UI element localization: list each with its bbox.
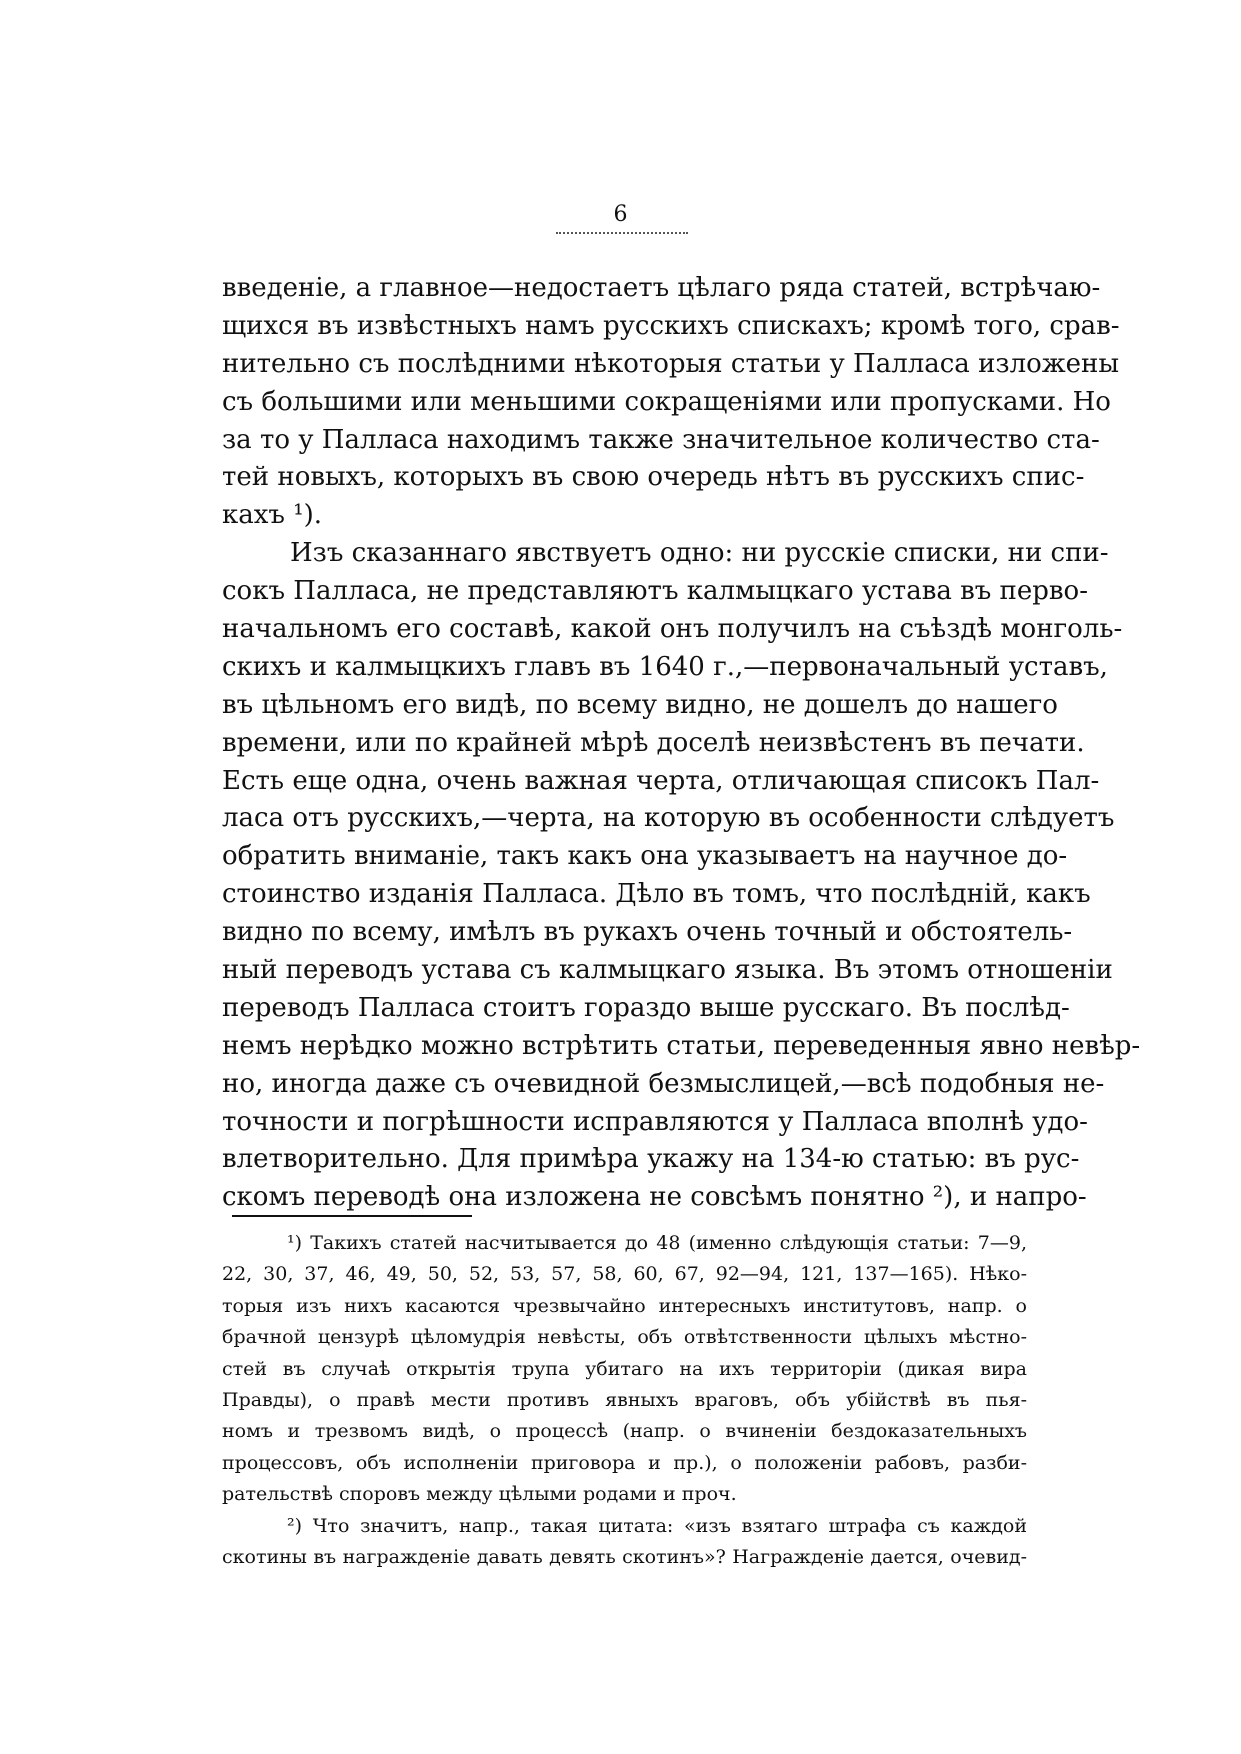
footnote-line: скотины въ награжденіе давать девять скотинъ»? Награжденіе дается, очевид- [222,1545,1027,1568]
text-line: скомъ переводѣ она изложена не совсѣмъ понятно ²), и напро- [222,1182,1087,1213]
text-line: кахъ ¹). [222,500,323,531]
text-line: за то у Палласа находимъ также значительное количество ста- [222,424,1100,455]
text-line: времени, или по крайней мѣрѣ доселѣ неизвѣстенъ въ печати. [222,727,1085,758]
main-text [222,270,1141,1217]
text-line: введеніе, а главное—недостаетъ цѣлаго ряда статей, встрѣчаю- [222,273,1101,303]
footnote-line: ²) Что значитъ, напр., такая цитата: «изъ взятаго штрафа съ каждой [287,1514,1027,1537]
text-line: Есть еще одна, очень важная черта, отличающая списокъ Пал- [222,765,1100,796]
text-line: тей новыхъ, которыхъ въ свою очередь нѣтъ въ русскихъ спис- [222,462,1085,493]
text-line: ласа отъ русскихъ,—черта, на которую въ особенности слѣдуетъ [222,803,1115,834]
text-line: ный переводъ устава съ калмыцкаго языка. Въ этомъ отношеніи [222,955,1113,986]
footnote-line: номъ и трезвомъ видѣ, о процессѣ (напр. о вчиненіи бездоказательныхъ [222,1420,1027,1443]
text-line: видно по всему, имѣлъ въ рукахъ очень точный и обстоятель- [222,917,1073,948]
footnote-line: процессовъ, объ исполненіи приговора и пр.), о положеніи рабовъ, разби- [222,1451,1027,1474]
footnote-line: Правды), о правѣ мести противъ явныхъ враговъ, объ убійствѣ въ пья- [222,1388,1027,1411]
footnote-line: брачной цензурѣ цѣломудрія невѣсты, объ отвѣтственности цѣлыхъ мѣстно- [222,1326,1027,1349]
footnote-line: ¹) Такихъ статей насчитывается до 48 (именно слѣдующія статьи: 7—9, [287,1232,1027,1254]
text-line: стоинство изданія Палласа. Дѣло въ томъ, что послѣдній, какъ [222,879,1091,910]
text-line: нительно съ послѣдними нѣкоторыя статьи у Палласа изложены [222,348,1120,379]
text-line: скихъ и калмыцкихъ главъ въ 1640 г.,—первоначальный уставъ, [222,651,1108,682]
text-line: немъ нерѣдко можно встрѣтить статьи, переведенныя явно невѣр- [222,1030,1141,1061]
header-dotted-rule [556,232,688,234]
footnote-line: стей въ случаѣ открытія трупа убитаго на ихъ территоріи (дикая вира [222,1357,1027,1380]
footnote-line: 22, 30, 37, 46, 49, 50, 52, 53, 57, 58, 60, 67, 92—94, 121, 137—165). Нѣко- [222,1263,1027,1286]
text-line: точности и погрѣшности исправляются у Палласа вполнѣ удо- [222,1106,1088,1137]
text-line: Изъ сказаннаго явствуетъ одно: ни русскіе списки, ни спи- [290,538,1109,569]
text-line: переводъ Палласа стоитъ гораздо выше русскаго. Въ послѣд- [222,992,1070,1023]
text-line: съ большими или меньшими сокращеніями или пропусками. Но [222,386,1111,417]
text-line: но, иногда даже съ очевидной безмыслицей,—всѣ подобныя не- [222,1068,1105,1099]
footnote-separator [232,1215,472,1217]
text-line: въ цѣльномъ его видѣ, по всему видно, не дошелъ до нашего [222,689,1058,720]
footnote-line: рательствѣ споровъ между цѣлыми родами и проч. [222,1483,737,1506]
page-number: 6 [613,202,628,227]
text-line: щихся въ извѣстныхъ намъ русскихъ спискахъ; кромѣ того, срав- [222,310,1120,341]
text-line: сокъ Палласа, не представляютъ калмыцкаго устава въ перво- [222,576,1088,607]
text-line: начальномъ его составѣ, какой онъ получилъ на съѣздѣ монголь- [222,614,1123,645]
text-line: влетворительно. Для примѣра укажу на 134-ю статью: въ рус- [222,1144,1080,1175]
text-line: обратить вниманіе, такъ какъ она указываетъ на научное до- [222,841,1068,872]
footnotes [222,1228,1027,1573]
footnote-line: торыя изъ нихъ касаются чрезвычайно интересныхъ институтовъ, напр. о [222,1294,1027,1317]
